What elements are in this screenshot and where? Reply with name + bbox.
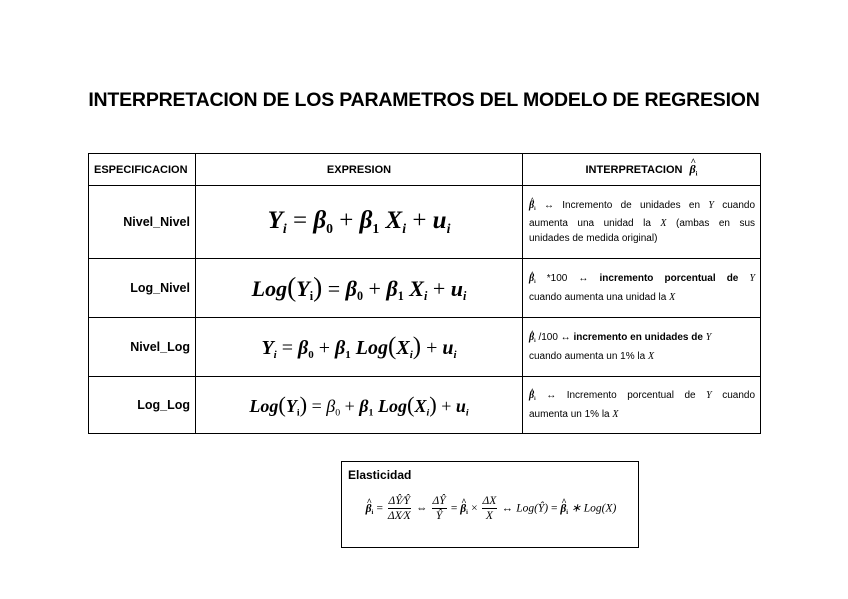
header-specification: ESPECIFICACION [89, 154, 196, 186]
parameters-table [88, 153, 761, 434]
interp-text: aumenta un 1% la [529, 408, 610, 420]
row-name: Nivel_Nivel [89, 186, 196, 259]
header-expression: EXPRESION [196, 154, 523, 186]
interp-text: incremento en unidades de [573, 332, 703, 344]
table-row [89, 377, 761, 434]
expression-formula: $Y_i = \beta 0 + \beta 1$ $Log(X_i) + u_i$ [196, 318, 523, 377]
table-row [89, 259, 761, 318]
interpretation-cell: ^ βi ↔ Incremento de unidades en Y cuando aumenta una unidad la X (ambas en sus unidades de medida original) [523, 186, 761, 259]
interp-text: unidades de medida original) [529, 233, 658, 245]
interpretation-cell: ^ βi *100 ↔ incremento porcentual de Y cuando aumenta una unidad la X [523, 259, 761, 318]
interp-text: (ambas en sus [676, 218, 756, 230]
interp-text: ↔ Incremento de unidades en [543, 199, 701, 211]
interpretation-cell: ^ βi ↔ Incremento porcentual de Y cuando aumenta un 1% la X [523, 377, 761, 434]
row-name: Log_Log [89, 377, 196, 434]
interpretation-cell: ^ βi /100 ↔ incremento en unidades de Y cuando aumenta un 1% la X [523, 318, 761, 377]
interp-text: /100 ↔ [538, 332, 571, 344]
expression-formula: Log(Yi) = β0 + β1 $X_i + u_i$ [196, 259, 523, 318]
row-name: Log_Nivel [89, 259, 196, 318]
row-name: Nivel_Log [89, 318, 196, 377]
expression-formula: Log(Yi) = β0 + β1 $Log(X_i) + u_i$ [196, 377, 523, 434]
interp-text: cuando aumenta una unidad la [529, 291, 667, 303]
interp-text: cuando [722, 390, 756, 402]
elasticity-formula: ^ βi = $\frac{\Delta Ŷ⁄Ŷ}{\Delta X⁄X}$ ⇔ $\frac{\Delta Ŷ}{Ŷ}$ = ^ βi × $\frac{\Delta X}{X}$ ↔ Log(Ŷ) = ^ βi ∗ Log(X) [342, 494, 640, 523]
elasticity-title: Elasticidad [348, 468, 412, 482]
header-interpretation [523, 154, 761, 186]
interp-text: *100 ↔ [546, 273, 589, 285]
interp-text: cuando aumenta una unidad la [529, 199, 756, 230]
interp-text: ↔ Incremento porcentual de [546, 390, 696, 402]
header-interpretation-label: INTERPRETACION [585, 163, 683, 176]
page-title: INTERPRETACION DE LOS PARAMETROS DEL MODELO DE REGRESION [88, 89, 760, 111]
expression-formula: $Y_i = \beta 0 + \beta 1$ $X_i + u_i$ [196, 186, 523, 259]
interp-text: cuando aumenta un 1% la [529, 350, 646, 362]
table-header-row [89, 154, 761, 186]
table-row [89, 318, 761, 377]
interp-text: incremento porcentual de [599, 273, 739, 285]
table-row [89, 186, 761, 259]
beta-hat-symbol: ^ βi [690, 162, 698, 176]
elasticity-box [341, 461, 639, 548]
